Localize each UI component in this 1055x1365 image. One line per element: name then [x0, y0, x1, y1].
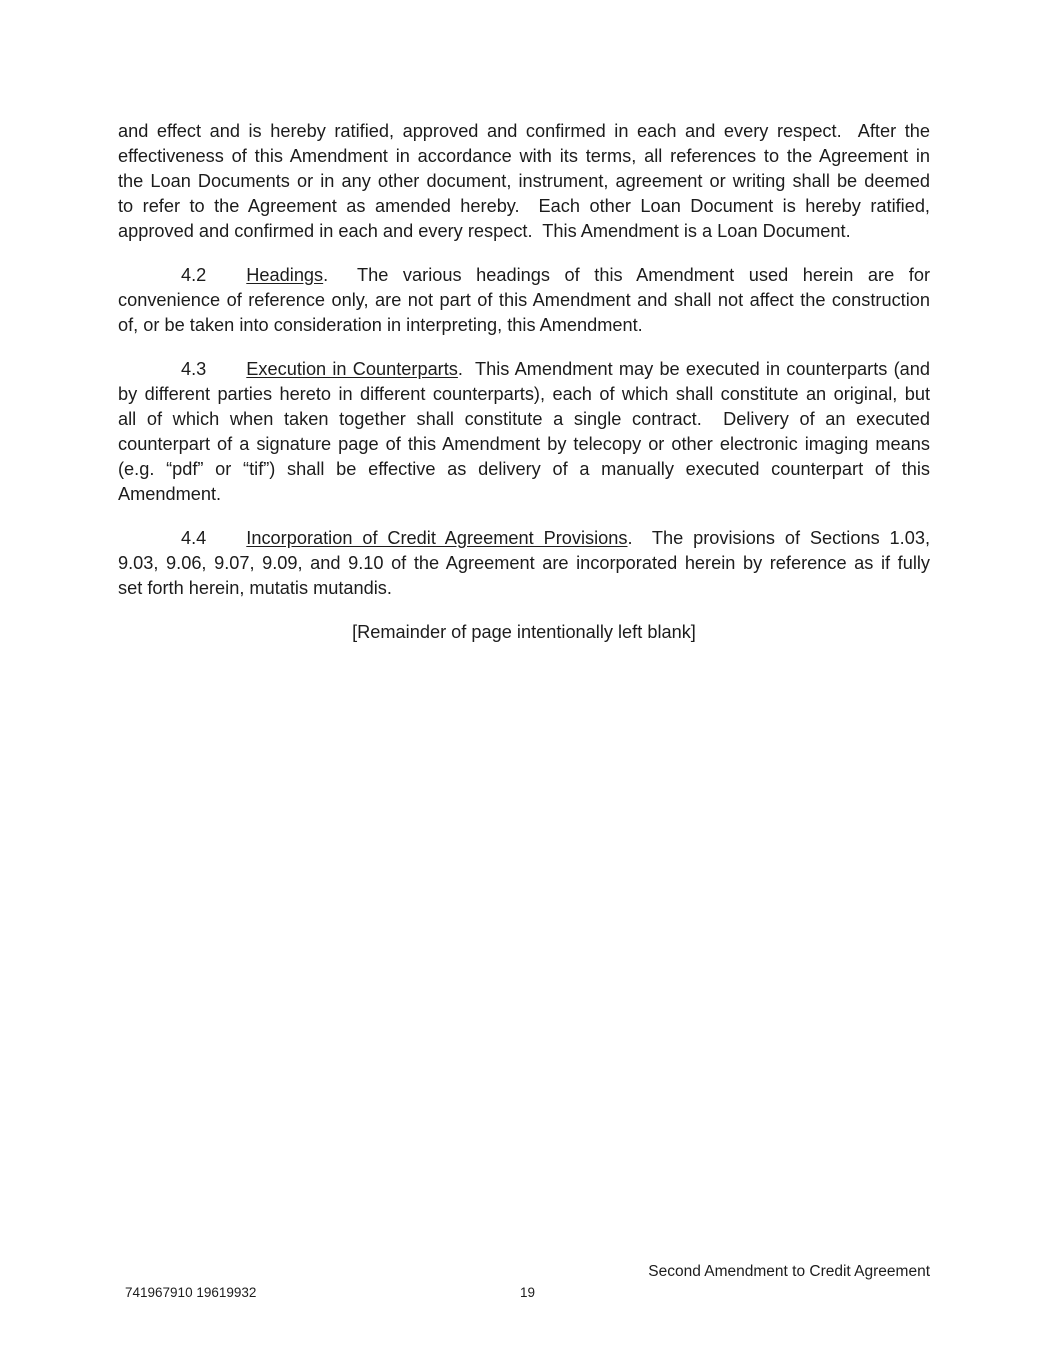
section-number: 4.2	[181, 265, 207, 285]
footer-document-number: 741967910 19619932	[125, 1285, 257, 1300]
text-line: by different parties hereto in different counterparts), each of which shall constitute an original, but	[118, 384, 930, 404]
text-line: to refer to the Agreement as amended hereby. Each other Loan Document is hereby ratified,	[118, 196, 930, 216]
line-text: . This Amendment may be executed in counterparts (and	[457, 359, 930, 379]
section-4-4-incorporation-of-provisions	[118, 526, 930, 601]
paragraph-ratification	[118, 119, 930, 244]
text-line: the Loan Documents or in any other document, instrument, agreement or writing shall be deemed	[118, 171, 930, 191]
remainder-notice: [Remainder of page intentionally left blank]	[352, 622, 696, 642]
section-heading: Headings	[246, 265, 324, 285]
text-line: effectiveness of this Amendment in accordance with its terms, all references to the Agreement in	[118, 146, 930, 166]
section-4-3-execution-in-counterparts	[118, 357, 930, 507]
text-line: 9.03, 9.06, 9.07, 9.09, and 9.10 of the Agreement are incorporated herein by reference as if fully	[118, 553, 930, 573]
line-text: . The provisions of Sections 1.03,	[627, 528, 930, 548]
section-heading: Incorporation of Credit Agreement Provisions	[246, 528, 628, 548]
text-line: (e.g. “pdf” or “tif”) shall be effective as delivery of a manually executed counterpart of this	[118, 459, 930, 479]
section-heading: Execution in Counterparts	[246, 359, 458, 379]
text-line	[118, 357, 930, 382]
text-line: convenience of reference only, are not part of this Amendment and shall not affect the construction	[118, 290, 930, 310]
text-line: counterpart of a signature page of this Amendment by telecopy or other electronic imaging means	[118, 434, 930, 454]
section-number: 4.4	[181, 528, 207, 548]
section-4-2-headings	[118, 263, 930, 338]
text-line: all of which when taken together shall constitute a single contract. Delivery of an executed	[118, 409, 930, 429]
footer-document-title: Second Amendment to Credit Agreement	[648, 1263, 930, 1280]
page-content	[118, 119, 930, 645]
footer-page-number: 19	[519, 1285, 536, 1300]
text-line: and effect and is hereby ratified, approved and confirmed in each and every respect. After the	[118, 121, 930, 141]
text-line: approved and confirmed in each and every respect. This Amendment is a Loan Document.	[118, 221, 851, 241]
line-text: . The various headings of this Amendment used herein are for	[323, 265, 930, 285]
text-line	[118, 526, 930, 551]
text-line	[118, 263, 930, 288]
text-line: Amendment.	[118, 484, 222, 504]
text-line: set forth herein, mutatis mutandis.	[118, 578, 392, 598]
text-line: of, or be taken into consideration in interpreting, this Amendment.	[118, 315, 643, 335]
section-number: 4.3	[181, 359, 207, 379]
